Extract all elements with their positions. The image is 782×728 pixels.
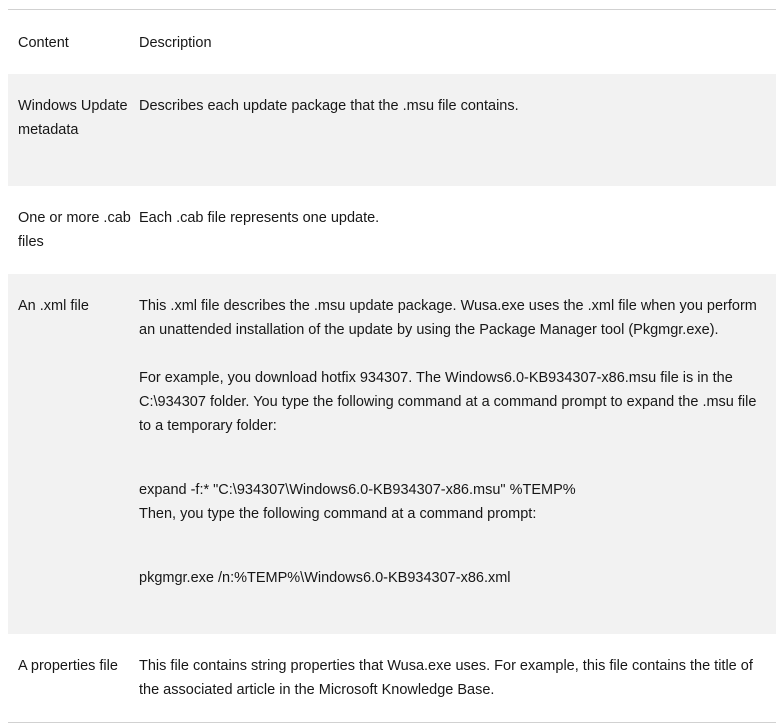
- row-content-cell: One or more .cab files: [18, 210, 131, 250]
- pkgmgr-command: pkgmgr.exe /n:%TEMP%\Windows6.0-KB934307-x86.xml: [139, 570, 511, 586]
- expand-command: expand -f:* "C:\934307\Windows6.0-KB934307-x86.msu" %TEMP%: [139, 482, 576, 498]
- row-content-cell: A properties file: [18, 658, 118, 674]
- msu-contents-table: [8, 9, 776, 723]
- row-description-cell: [139, 274, 776, 634]
- row-description-cell: This file contains string properties that Wusa.exe uses. For example, this file contains the title of the associated article in the Microsoft Knowledge Base.: [139, 658, 753, 698]
- header-description: Description: [139, 35, 212, 51]
- description-paragraph: This .xml file describes the .msu update package. Wusa.exe uses the .xml file when you perform an unattended installation of the update by using the Package Manager tool (Pkgmgr.exe).: [139, 298, 757, 338]
- row-description-cell: Each .cab file represents one update.: [139, 210, 380, 226]
- table-row: [8, 274, 776, 634]
- description-paragraph: Then, you type the following command at a command prompt:: [139, 506, 537, 522]
- row-description-cell: Describes each update package that the .msu file contains.: [139, 98, 519, 114]
- table-header-row: [8, 10, 776, 74]
- table-row: [8, 74, 776, 186]
- table-row: [8, 186, 776, 274]
- row-content-cell: An .xml file: [18, 298, 89, 314]
- header-content: Content: [18, 35, 69, 51]
- description-paragraph: For example, you download hotfix 934307. The Windows6.0-KB934307-x86.msu file is in the C:\934307 folder. You type the following command at a command prompt to expand the .msu file to a temporary folder:: [139, 370, 757, 434]
- table-row: [8, 634, 776, 722]
- row-content-cell: Windows Update metadata: [18, 98, 128, 138]
